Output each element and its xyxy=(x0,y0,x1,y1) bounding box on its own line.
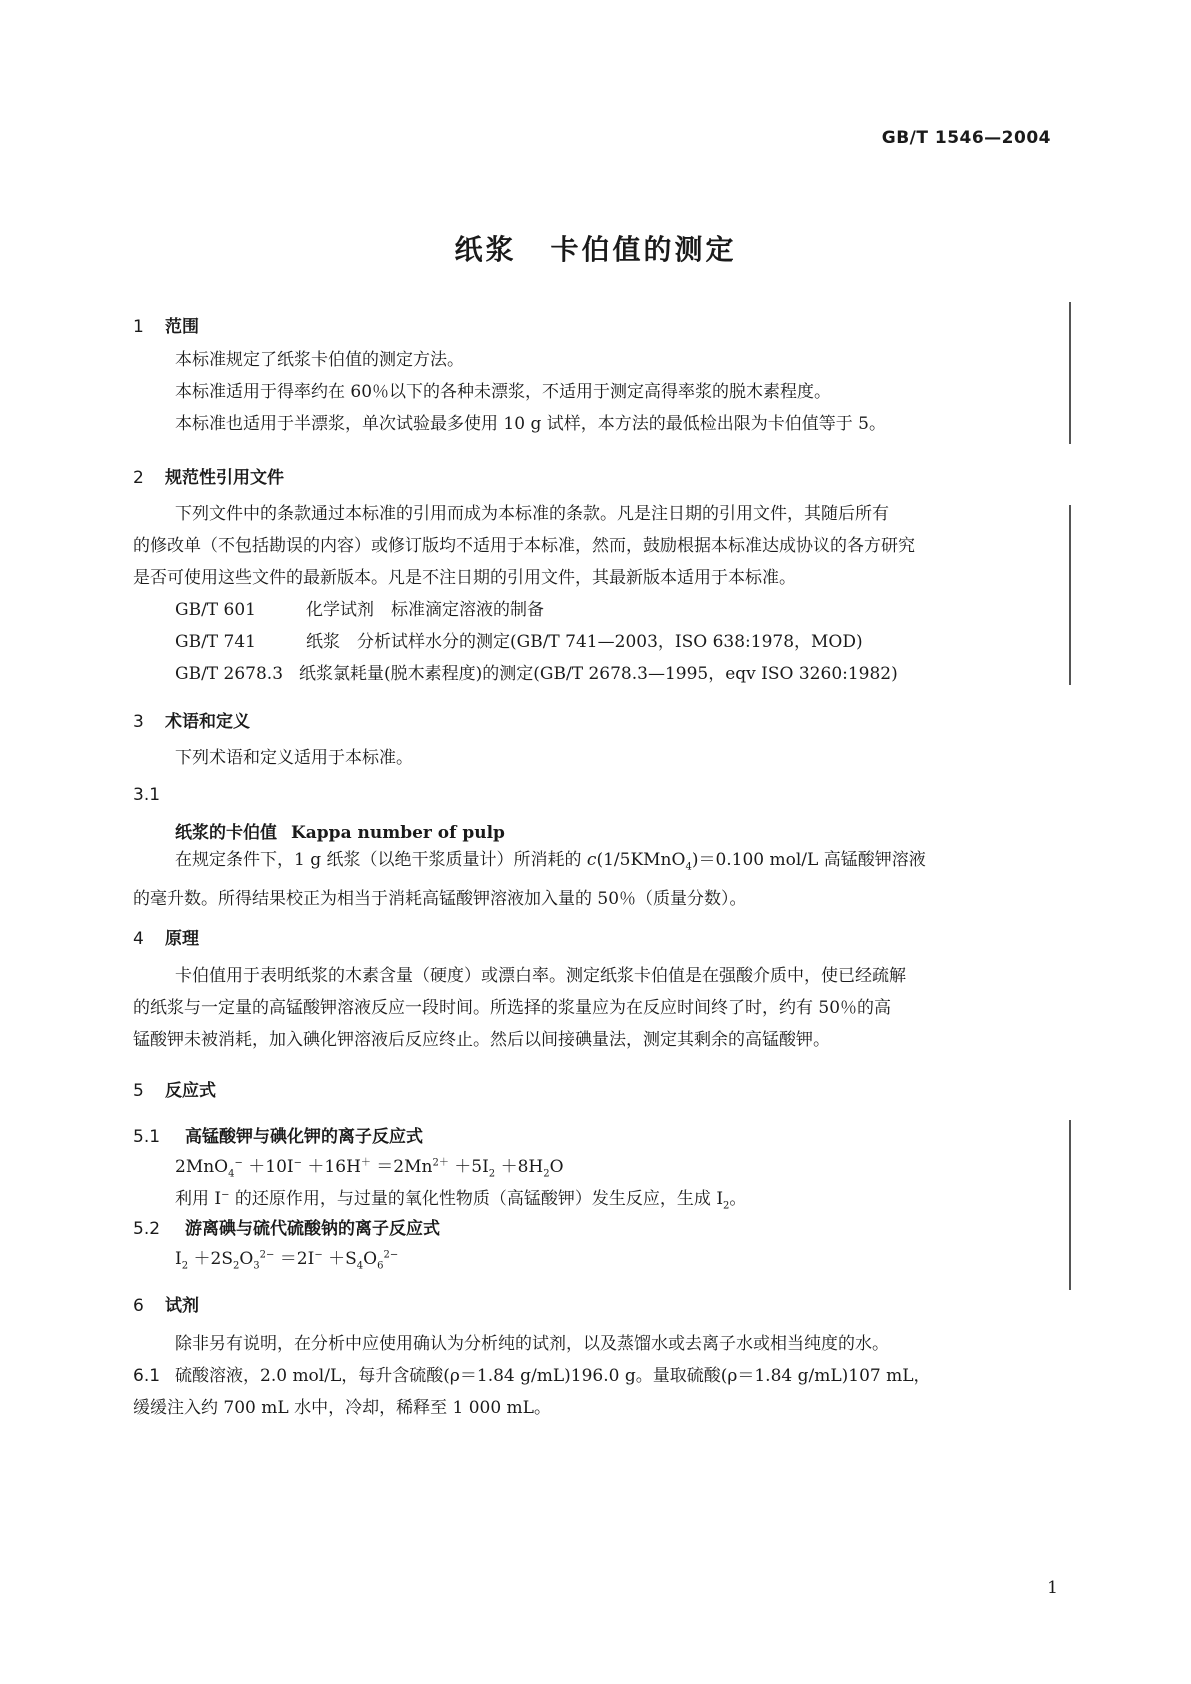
change-bar xyxy=(1069,1120,1071,1290)
section-5-1-heading: 5.1 高锰酸钾与碘化钾的离子反应式 xyxy=(133,1127,423,1147)
section-3-1-number: 3.1 xyxy=(133,785,161,805)
paragraph-line: 卡伯值用于表明纸浆的木素含量（硬度）或漂白率。测定纸浆卡伯值是在强酸介质中，使已经疏解 xyxy=(175,966,906,986)
paragraph-line: 的修改单（不包括勘误的内容）或修订版均不适用于本标准，然而，鼓励根据本标准达成协议的各方研究 xyxy=(133,536,915,556)
section-2-body xyxy=(133,498,1058,690)
section-1-body xyxy=(133,344,1058,440)
change-bar xyxy=(1069,505,1071,685)
reference-item: GB/T 2678.3 纸浆氯耗量(脱木素程度)的测定(GB/T 2678.3—1995，eqv ISO 3260:1982) xyxy=(175,664,898,684)
paragraph-line: 缓缓注入约 700 mL 水中，冷却，稀释至 1 000 mL。 xyxy=(133,1398,551,1418)
reference-item: GB/T 741 纸浆 分析试样水分的测定(GB/T 741—2003，ISO 638:1978，MOD) xyxy=(175,632,863,652)
title-part-2: 卡伯值的测定 xyxy=(550,233,737,266)
page-number: 1 xyxy=(1047,1578,1058,1598)
reference-item: GB/T 601 化学试剂 标准滴定溶液的制备 xyxy=(175,600,544,620)
paragraph-line: 下列文件中的条款通过本标准的引用而成为本标准的条款。凡是注日期的引用文件，其随后所有 xyxy=(175,504,889,524)
paragraph-line: 6.1 硫酸溶液，2.0 mol/L，每升含硫酸(ρ＝1.84 g/mL)196.0 g。量取硫酸(ρ＝1.84 g/mL)107 mL， xyxy=(133,1366,931,1386)
section-3-intro: 下列术语和定义适用于本标准。 xyxy=(175,748,413,768)
section-1-heading: 1 范围 xyxy=(133,317,199,337)
section-4-body xyxy=(133,960,1058,1056)
term-definition xyxy=(133,844,1058,915)
section-5-heading: 5 反应式 xyxy=(133,1081,216,1101)
term-heading: 纸浆的卡伯值 Kappa number of pulp xyxy=(175,823,505,843)
definition-line: 的毫升数。所得结果校正为相当于消耗高锰酸钾溶液加入量的 50％（质量分数）。 xyxy=(133,889,747,910)
paragraph-line: 是否可使用这些文件的最新版本。凡是不注日期的引用文件，其最新版本适用于本标准。 xyxy=(133,568,796,588)
section-2-heading: 2 规范性引用文件 xyxy=(133,468,284,488)
paragraph: 本标准规定了纸浆卡伯值的测定方法。 xyxy=(175,350,464,370)
section-6-intro: 除非另有说明，在分析中应使用确认为分析纯的试剂，以及蒸馏水或去离子水或相当纯度的水。 xyxy=(175,1334,889,1354)
equation-1-note: 利用 I− 的还原作用，与过量的氧化性物质（高锰酸钾）发生反应，生成 $I_2$。 xyxy=(175,1189,747,1212)
paragraph: 本标准也适用于半漂浆，单次试验最多使用 10 g 试样，本方法的最低检出限为卡伯值等于 5。 xyxy=(175,414,886,434)
section-5-2-heading: 5.2 游离碘与硫代硫酸钠的离子反应式 xyxy=(133,1219,440,1239)
paragraph-line: 的纸浆与一定量的高锰酸钾溶液反应一段时间。所选择的浆量应为在反应时间终了时，约有 50％的高 xyxy=(133,998,892,1018)
section-4-heading: 4 原理 xyxy=(133,929,199,949)
title-part-1: 纸浆 xyxy=(454,233,517,266)
paragraph: 本标准适用于得率约在 60％以下的各种未漂浆，不适用于测定高得率浆的脱木素程度。 xyxy=(175,382,832,402)
section-6-1-body xyxy=(133,1360,1058,1424)
definition-line: 在规定条件下，1 g 纸浆（以绝干浆质量计）所消耗的 c(1/5KMnO$_4$)＝0.100 mol/L 高锰酸钾溶液 xyxy=(175,850,926,873)
section-3-heading: 3 术语和定义 xyxy=(133,712,250,732)
paragraph-line: 锰酸钾未被消耗，加入碘化钾溶液后反应终止。然后以间接碘量法，测定其剩余的高锰酸钾。 xyxy=(133,1030,830,1050)
section-6-heading: 6 试剂 xyxy=(133,1296,199,1316)
document-title xyxy=(0,228,1191,268)
standard-code: GB/T 1546—2004 xyxy=(881,128,1051,148)
equation-1: $2MnO_4^- +10I^- +16H^+ =2Mn^{2+} +5I_2 +8H_2O$ xyxy=(175,1157,564,1180)
change-bar xyxy=(1069,302,1071,444)
equation-2: $I_2 +2S_2O_3^{2-} =2I^- +S_4O_6^{2-}$ xyxy=(175,1249,399,1272)
